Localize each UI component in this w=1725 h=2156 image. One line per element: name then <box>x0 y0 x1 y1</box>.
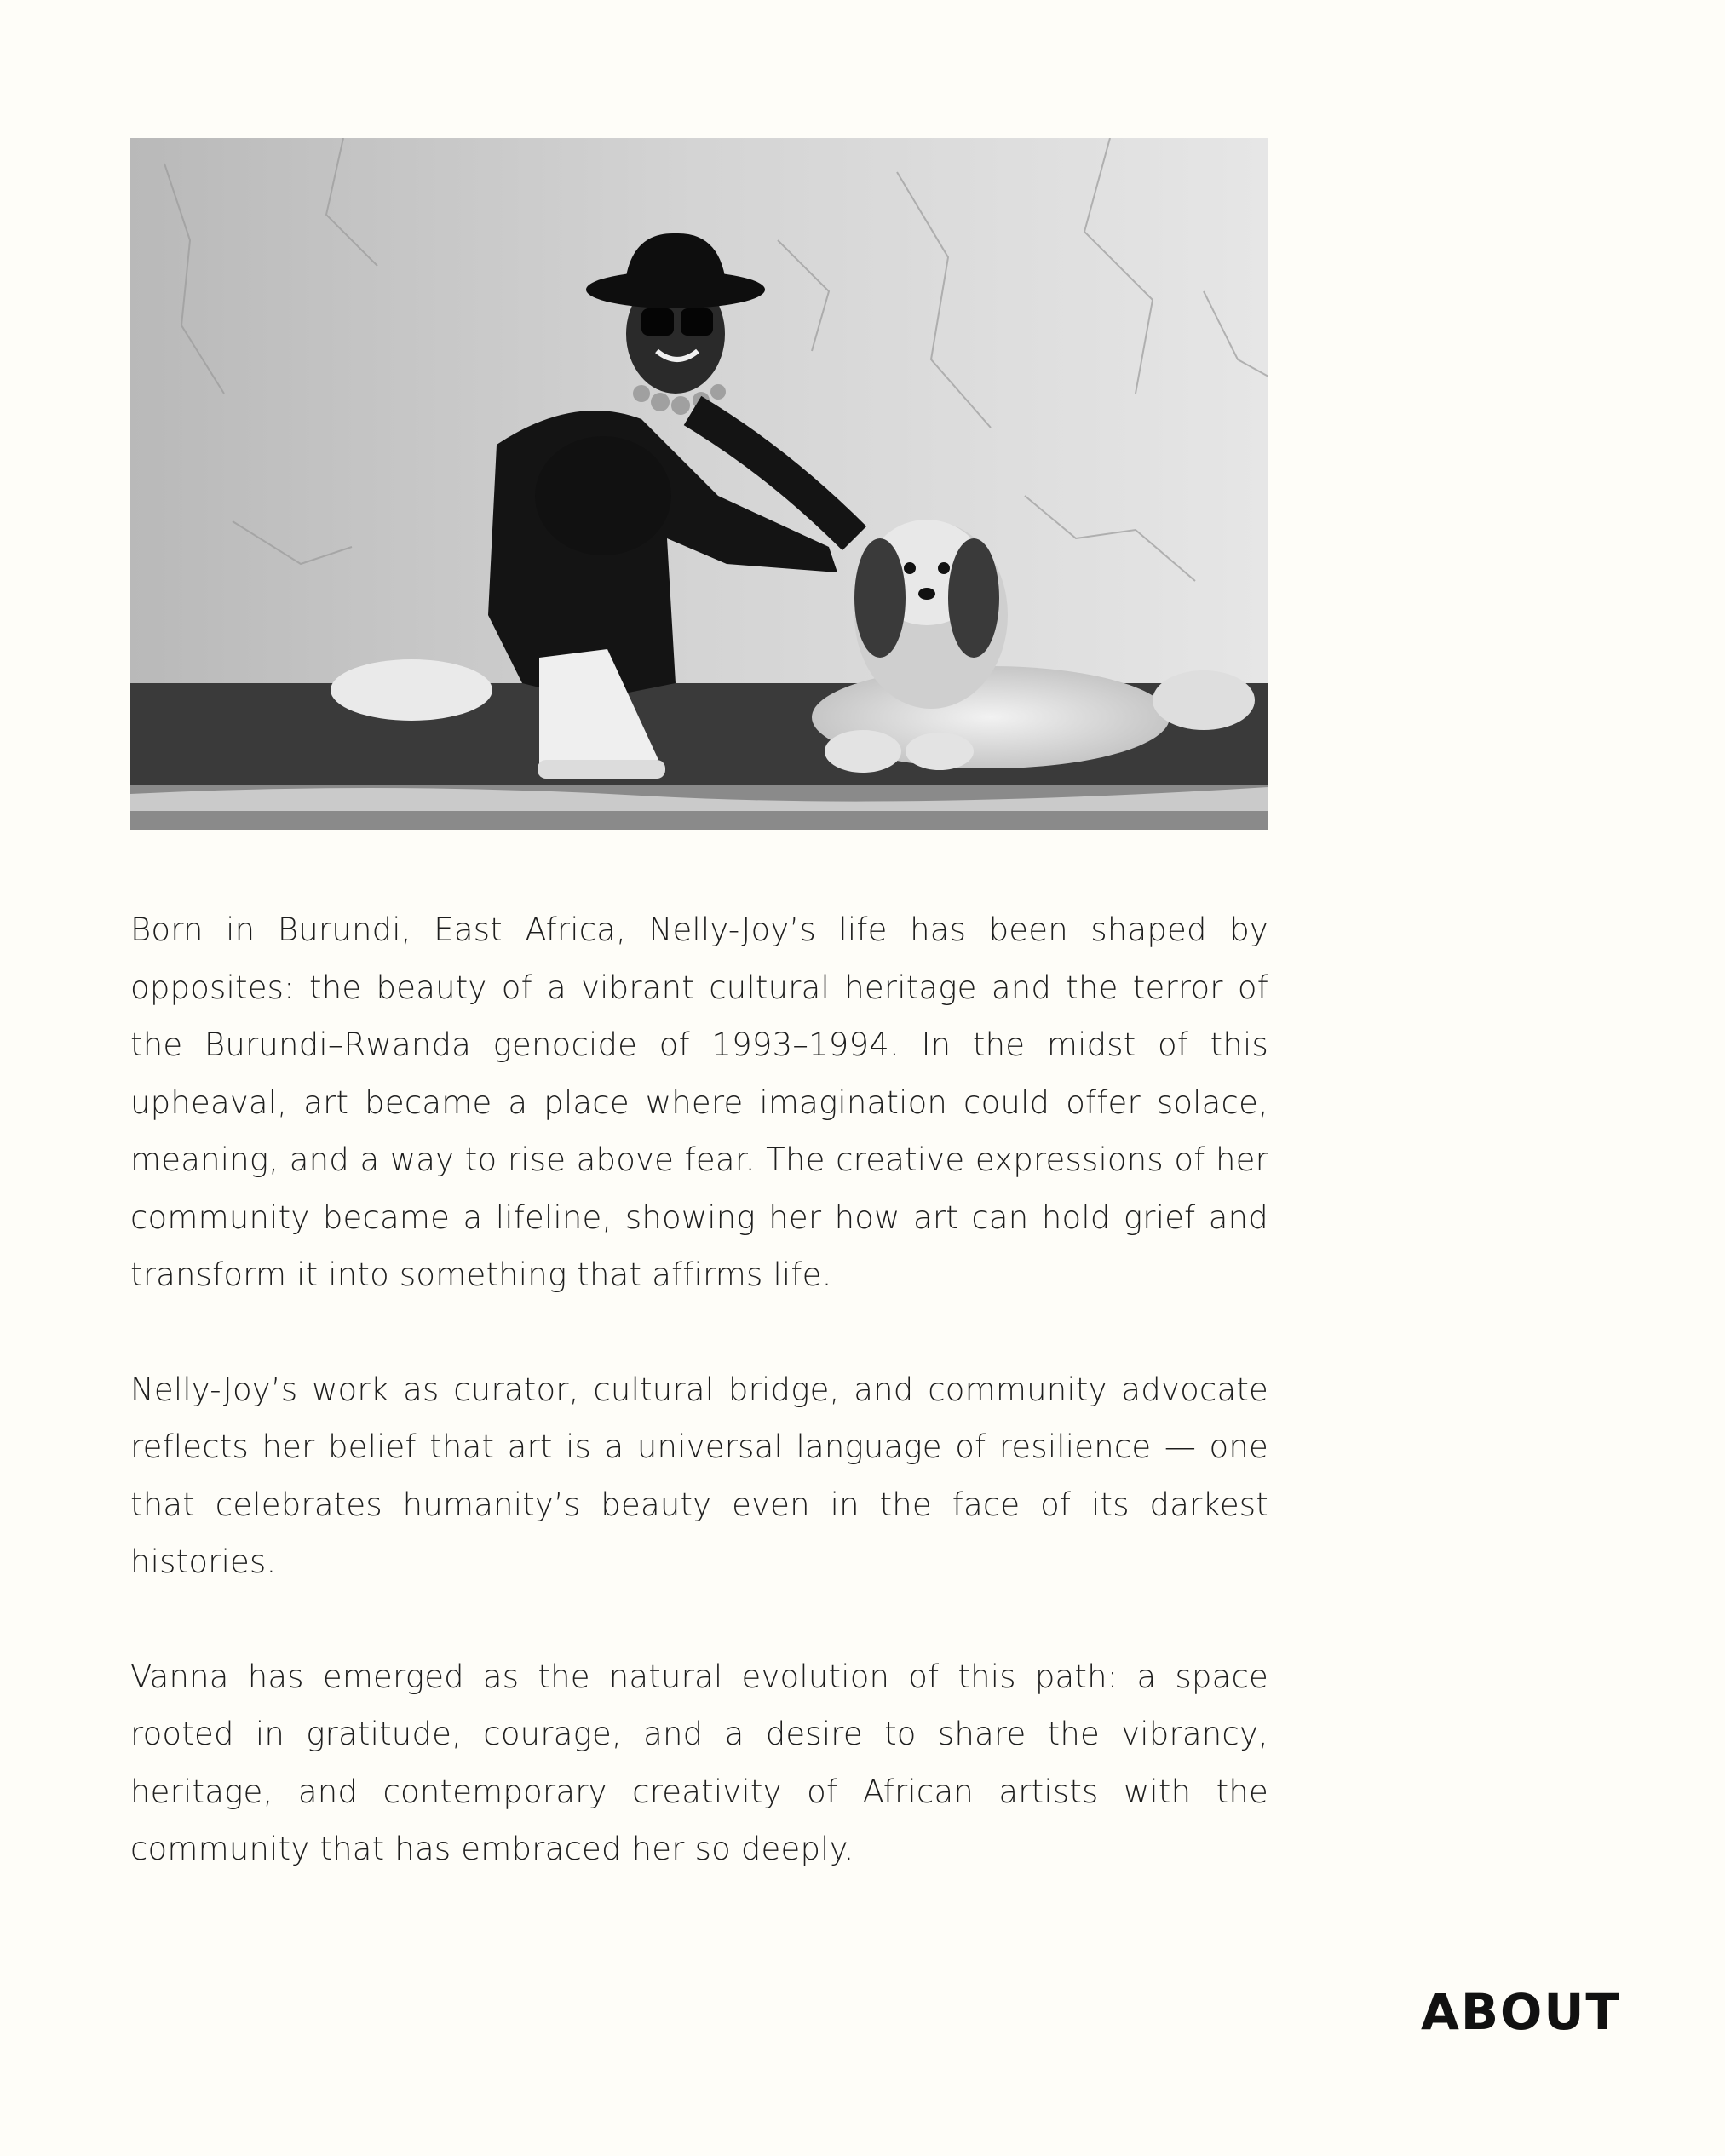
bio-paragraph-2: Nelly-Joy’s work as curator, cultural bridge, and community advocate reflects her belief that art is a universal language of resilience — one that celebrates humanity’s beauty even in the face of its darkest histories. <box>130 1371 1268 1580</box>
biography-text <box>130 901 1268 1878</box>
bio-paragraph-1: Born in Burundi, East Africa, Nelly-Joy’s life has been shaped by opposites: the beauty of a vibrant cultural heritage and the terror of the Burundi–Rwanda genocide of 1993–1994. In the midst of this upheaval, art became a place where imagination could offer solace, meaning, and a way to rise above fear. The creative expressions of her community became a lifeline, showing her how art can hold grief and transform it into something that affirms life. <box>130 911 1268 1293</box>
page-label: ABOUT <box>1420 1983 1621 2041</box>
bio-paragraph-3: Vanna has emerged as the natural evolution of this path: a space rooted in gratitude, courage, and a desire to share the vibrancy, heritage, and contemporary creativity of African artists with the community that has embraced her so deeply. <box>130 1658 1268 1867</box>
portrait-photo <box>130 138 1268 830</box>
